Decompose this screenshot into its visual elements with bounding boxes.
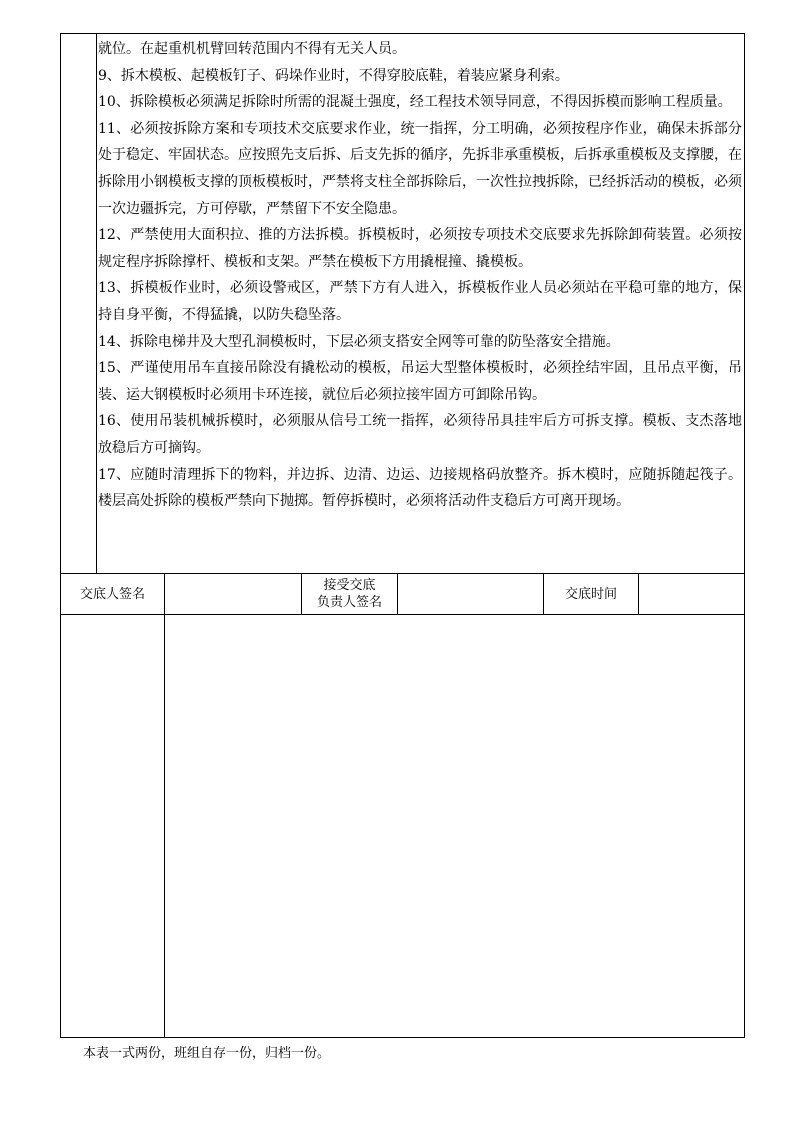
giver-signature-field[interactable] [165,574,301,614]
footer-note: 本表一式两份，班组自存一份，归档一份。 [83,1046,331,1061]
disclosure-time-field[interactable] [639,574,744,614]
instruction-item: 15、严谨使用吊车直接吊除没有撬松动的模板，吊运大型整体模板时，必须拴结牢固，且吊点平衡，吊装、运大钢模板时必须用卡环连接，就位后必须拉接牢固方可卸除吊钩。 [98,360,742,403]
instruction-item: 11、必须按拆除方案和专项技术交底要求作业，统一指挥，分工明确，必须按程序作业，确保未拆部分处于稳定、牢固状态。应按照先支后拆、后支先拆的循序，先拆非承重模板，后拆承重模板及支撑腰，在拆除用小钢模板支撑的顶板模板时，严禁将支柱全部拆除后，一次性拉拽拆除，已经拆活动的模板，必须一次边疆拆完，方可停歇，严禁留下不安全隐患。 [98,120,742,217]
receiver-signature-field[interactable] [398,574,543,614]
safety-instructions [98,36,742,515]
disclosure-form-table [60,33,745,1038]
instruction-item: 14、拆除电梯井及大型孔洞模板时，下层必须支搭安全网等可靠的防坠落安全措施。 [98,333,620,350]
left-column-divider [96,34,97,573]
receiver-signature-label: 接受交底 负责人签名 [316,578,382,610]
giver-signature-label: 交底人签名 [79,586,145,602]
bottom-section-divider [164,614,165,1038]
instruction-item: 12、严禁使用大面积拉、推的方法拆模。拆模板时，必须按专项技术交底要求先拆除卸荷装置。必须按规定程序拆除撑杆、模板和支架。严禁在模板下方用撬棍撞、撬模板。 [98,227,742,270]
instruction-item: 就位。在起重机机臂回转范围内不得有无关人员。 [98,41,406,57]
instruction-item: 16、使用吊装机械拆模时，必须服从信号工统一指挥，必须待吊具挂牢后方可拆支撑。模板、支杰落地放稳后方可摘钩。 [98,413,742,456]
instruction-item: 10、拆除模板必须满足拆除时所需的混凝土强度，经工程技术领导同意，不得因拆模而影响工程质量。 [98,94,732,111]
instruction-item: 13、拆模板作业时，必须设警戒区，严禁下方有人进入，拆模板作业人员必须站在平稳可靠的地方，保持自身平衡，不得猛撬，以防失稳坠落。 [98,280,742,323]
disclosure-time-label: 交底时间 [564,586,617,602]
instruction-item: 9、拆木模板、起模板钉子、码垛作业时，不得穿胶底鞋，着装应紧身利索。 [98,67,569,84]
instruction-item: 17、应随时清理拆下的物料，并边拆、边清、边运、边接规格码放整齐。拆木模时，应随拆随起筏子。楼层高处拆除的模板严禁向下抛掷。暂停拆模时，必须将活动件支稳后方可离开现场。 [98,466,742,510]
